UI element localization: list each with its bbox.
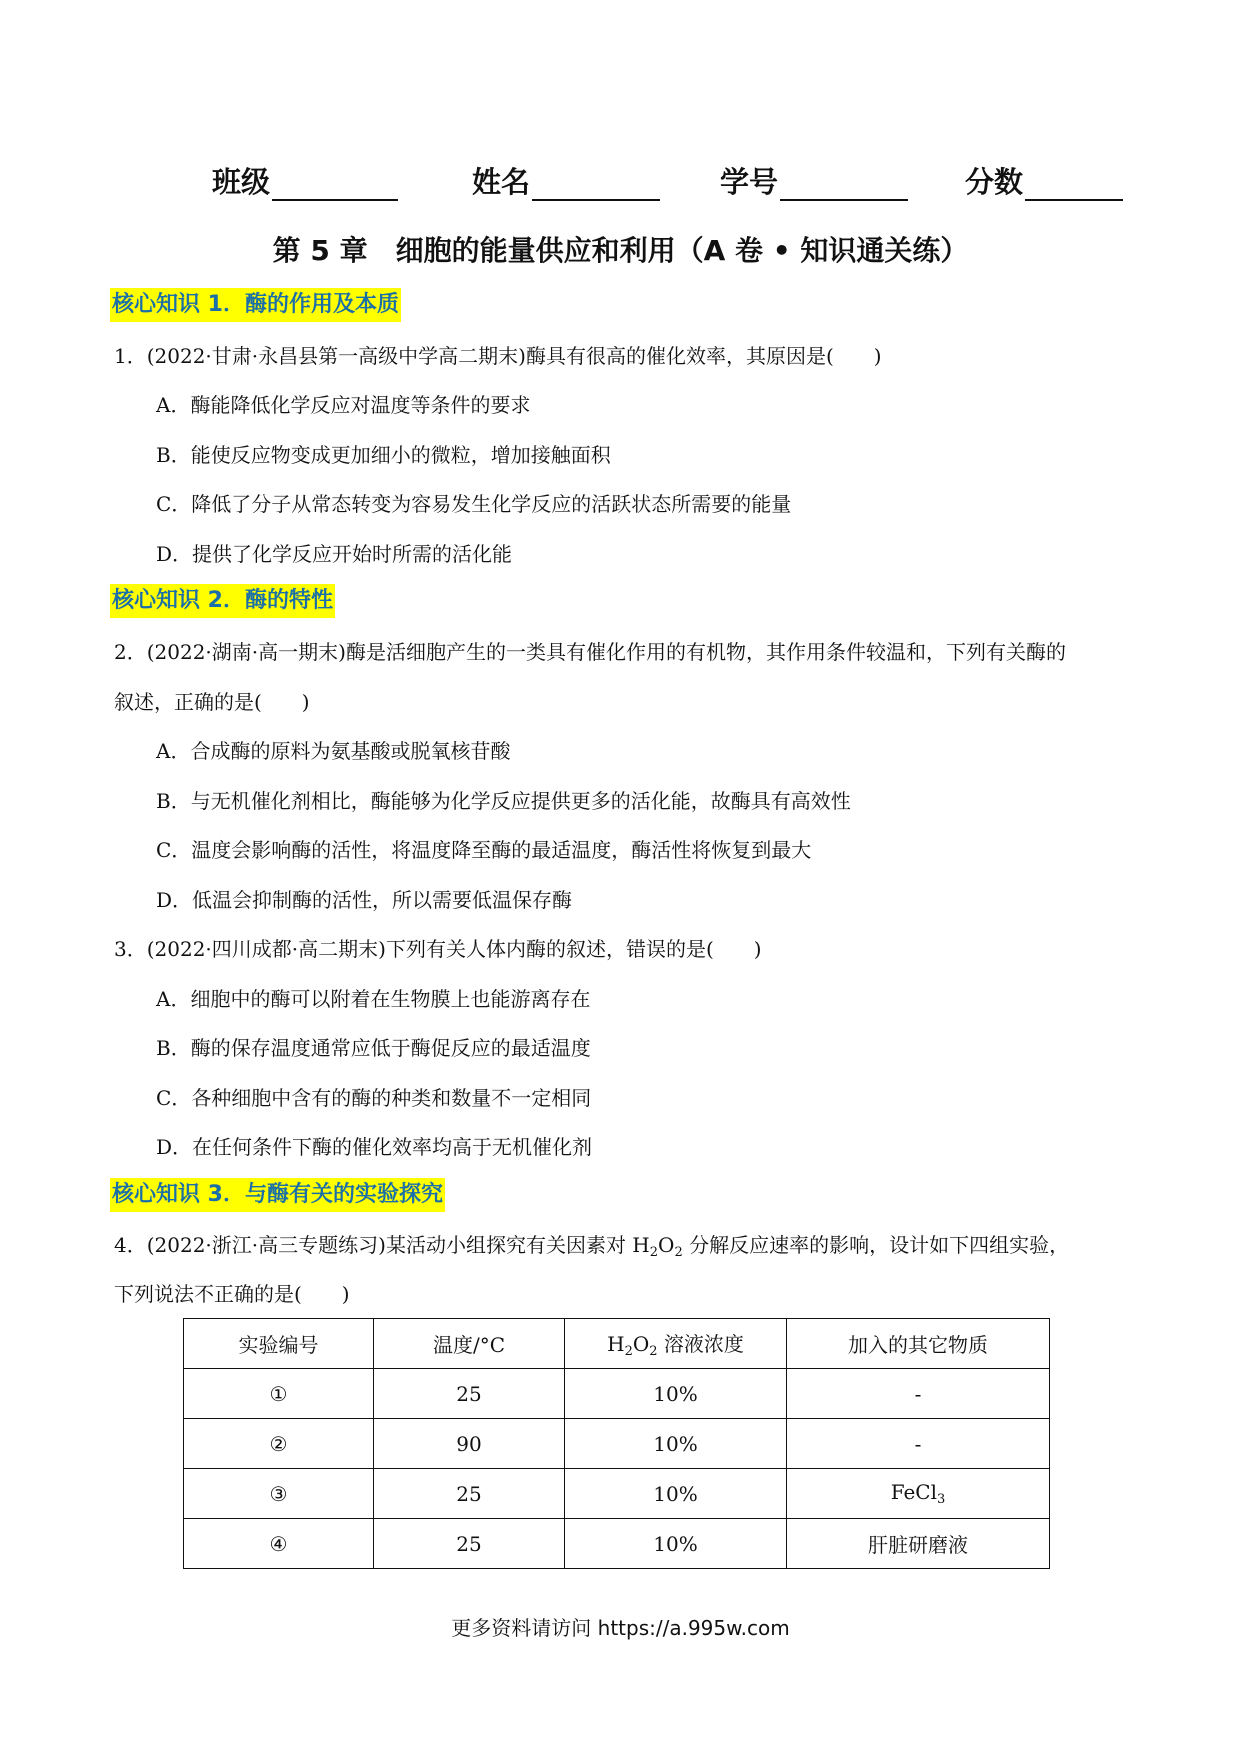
table-row [184, 1519, 1050, 1569]
cell-temp: 25 [374, 1469, 565, 1519]
class-field [212, 160, 398, 201]
fecl-text: FeCl [890, 1480, 938, 1504]
question-3-option-d: D．在任何条件下酶的催化效率均高于无机催化剂 [156, 1135, 593, 1159]
h2o2-o: O [632, 1332, 650, 1356]
cell-conc: 10% [565, 1469, 787, 1519]
cell-conc: 10% [565, 1419, 787, 1469]
header-temperature: 温度/°C [374, 1319, 565, 1369]
q4-mid: O [658, 1233, 675, 1257]
cell-other [787, 1469, 1050, 1519]
cell-other: 肝脏研磨液 [787, 1519, 1050, 1569]
question-2-option-b: B．与无机催化剂相比，酶能够为化学反应提供更多的活化能，故酶具有高效性 [156, 789, 851, 813]
table-row [184, 1469, 1050, 1519]
question-1-option-c: C．降低了分子从常态转变为容易发生化学反应的活跃状态所需要的能量 [156, 492, 792, 516]
cell-conc: 10% [565, 1369, 787, 1419]
fecl-sub: 3 [937, 1492, 946, 1507]
cell-id: ④ [184, 1519, 374, 1569]
score-field [965, 160, 1123, 201]
cell-id: ② [184, 1419, 374, 1469]
score-blank[interactable] [1025, 169, 1123, 201]
question-2-option-d: D．低温会抑制酶的活性，所以需要低温保存酶 [156, 888, 573, 912]
q4-prefix: 4．(2022·浙江·高三专题练习)某活动小组探究有关因素对 H [114, 1233, 650, 1257]
section-heading-2: 核心知识 2．酶的特性 [110, 584, 335, 618]
question-2-option-a: A．合成酶的原料为氨基酸或脱氧核苷酸 [156, 739, 511, 763]
page-title: 第 5 章 细胞的能量供应和利用（A 卷 • 知识通关练） [272, 234, 969, 267]
name-field [472, 160, 660, 201]
question-2-stem-line2: 叙述，正确的是( ) [114, 690, 310, 714]
q4-sub2: 2 [674, 1245, 683, 1260]
question-2-option-c: C．温度会影响酶的活性，将温度降至酶的最适温度，酶活性将恢复到最大 [156, 838, 812, 862]
footer-link[interactable]: 更多资料请访问 https://a.995w.com [451, 1616, 790, 1640]
cell-other: - [787, 1419, 1050, 1469]
number-field [720, 160, 908, 201]
h2o2-sub1: 2 [624, 1344, 633, 1359]
question-4-stem-line2: 下列说法不正确的是( ) [114, 1282, 350, 1306]
q4-sub1: 2 [649, 1245, 659, 1260]
class-label: 班级 [212, 165, 271, 199]
cell-other: - [787, 1369, 1050, 1419]
question-1-option-d: D．提供了化学反应开始时所需的活化能 [156, 542, 513, 566]
question-1-stem: 1．(2022·甘肃·永昌县第一高级中学高二期末)酶具有很高的催化效率，其原因是( ) [114, 344, 882, 368]
question-3-option-b: B．酶的保存温度通常应低于酶促反应的最适温度 [156, 1036, 591, 1060]
cell-id: ③ [184, 1469, 374, 1519]
experiment-table [183, 1318, 1050, 1569]
question-1-option-b: B．能使反应物变成更加细小的微粒，增加接触面积 [156, 443, 611, 467]
table-row [184, 1419, 1050, 1469]
cell-id: ① [184, 1369, 374, 1419]
h2o2-sub2: 2 [649, 1344, 658, 1359]
number-label: 学号 [720, 165, 779, 199]
question-4-stem-line1 [114, 1231, 1069, 1267]
table-header-row [184, 1319, 1050, 1369]
table-row [184, 1369, 1050, 1419]
h2o2-h: H [607, 1332, 625, 1356]
number-blank[interactable] [780, 169, 908, 201]
header-experiment-id: 实验编号 [184, 1319, 374, 1369]
name-blank[interactable] [532, 169, 660, 201]
cell-temp: 25 [374, 1519, 565, 1569]
header-concentration [565, 1319, 787, 1369]
question-3-option-c: C．各种细胞中含有的酶的种类和数量不一定相同 [156, 1086, 592, 1110]
class-blank[interactable] [272, 169, 398, 201]
name-label: 姓名 [472, 165, 531, 199]
header-other-substance: 加入的其它物质 [787, 1319, 1050, 1369]
q4-suffix: 分解反应速率的影响，设计如下四组实验， [682, 1233, 1070, 1257]
question-2-stem-line1: 2．(2022·湖南·高一期末)酶是活细胞产生的一类具有催化作用的有机物，其作用条件较温和，下列有关酶的 [114, 640, 1066, 664]
section-heading-3: 核心知识 3．与酶有关的实验探究 [110, 1178, 445, 1212]
question-1-option-a: A．酶能降低化学反应对温度等条件的要求 [156, 393, 531, 417]
cell-temp: 90 [374, 1419, 565, 1469]
cell-temp: 25 [374, 1369, 565, 1419]
question-3-stem: 3．(2022·四川成都·高二期末)下列有关人体内酶的叙述，错误的是( ) [114, 937, 762, 961]
h2o2-suffix: 溶液浓度 [657, 1332, 744, 1356]
score-label: 分数 [965, 165, 1024, 199]
question-3-option-a: A．细胞中的酶可以附着在生物膜上也能游离存在 [156, 987, 591, 1011]
cell-conc: 10% [565, 1519, 787, 1569]
section-heading-1: 核心知识 1．酶的作用及本质 [110, 288, 401, 322]
